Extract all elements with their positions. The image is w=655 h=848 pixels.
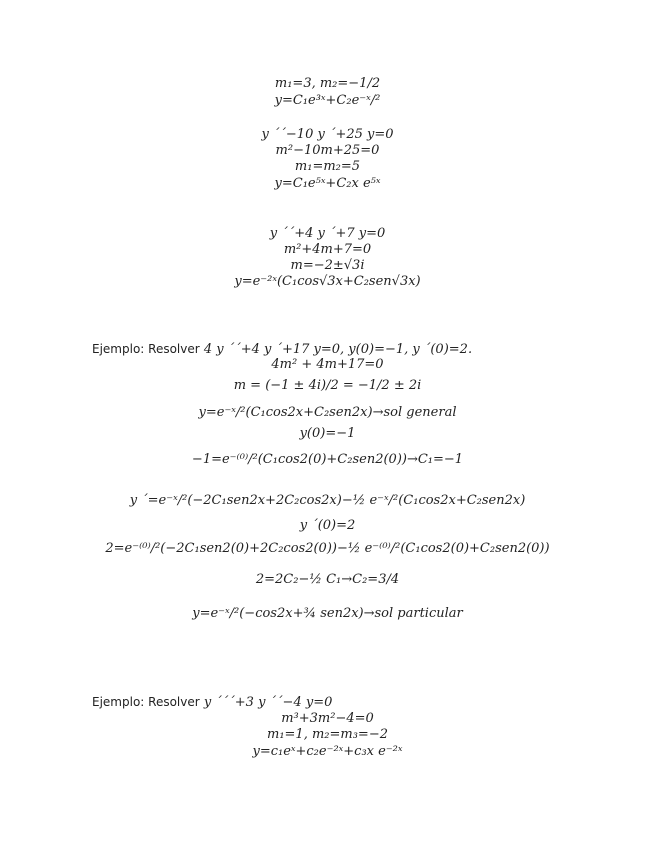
example-heading — [92, 341, 472, 358]
solution-line: y=e⁻²ˣ(C₁cos√3x+C₂sen√3x) — [234, 274, 421, 289]
substitution-line: −1=e⁻⁽⁰⁾/²(C₁cos2(0)+C₂sen2(0))→C₁=−1 — [191, 452, 464, 467]
solve-line: 2=2C₂−½ C₁→C₂=3/4 — [255, 572, 400, 587]
substitution-line: 2=e⁻⁽⁰⁾/²(−2C₁sen2(0)+2C₂cos2(0))−½ e⁻⁽⁰⁾/²(C₁cos2(0)+C₂sen2(0)) — [105, 541, 550, 556]
roots-line: m = (−1 ± 4i)/2 = −1/2 ± 2i — [233, 378, 422, 393]
particular-solution-line: y=e⁻ˣ/²(−cos2x+¾ sen2x)→sol particular — [192, 606, 463, 621]
equation-line: y ´´+4 y ´+7 y=0 — [269, 226, 386, 241]
example-statement: 4 y ´´+4 y ´+17 y=0, y(0)=−1, y ´(0)=2. — [203, 342, 473, 357]
characteristic-line: m³+3m²−4=0 — [281, 711, 374, 726]
condition-line: y(0)=−1 — [299, 426, 356, 441]
example-heading — [92, 694, 332, 711]
derivative-line: y ´=e⁻ˣ/²(−2C₁sen2x+2C₂cos2x)−½ e⁻ˣ/²(C₁cos2x+C₂sen2x) — [129, 493, 526, 508]
roots-line: m₁=1, m₂=m₃=−2 — [267, 727, 388, 742]
characteristic-line: m²−10m+25=0 — [275, 143, 380, 158]
solution-line: y=C₁e⁵ˣ+C₂x e⁵ˣ — [274, 176, 381, 191]
condition-line: y ´(0)=2 — [299, 518, 356, 533]
characteristic-line: m²+4m+7=0 — [283, 242, 372, 257]
example-statement: y ´´´+3 y ´´−4 y=0 — [203, 695, 333, 710]
roots-line: m₁=m₂=5 — [294, 159, 361, 174]
solution-line: y=c₁eˣ+c₂e⁻²ˣ+c₃x e⁻²ˣ — [252, 744, 403, 759]
solution-line: y=C₁e³ˣ+C₂e⁻ˣ/² — [274, 93, 381, 108]
general-solution-line: y=e⁻ˣ/²(C₁cos2x+C₂sen2x)→sol general — [198, 405, 457, 420]
characteristic-line: 4m² + 4m+17=0 — [271, 357, 384, 372]
equation-line: y ´´−10 y ´+25 y=0 — [261, 127, 394, 142]
example-prefix: Ejemplo: Resolver — [92, 695, 200, 709]
roots-line: m₁=3, m₂=−1/2 — [274, 76, 381, 91]
example-prefix: Ejemplo: Resolver — [92, 342, 200, 356]
roots-line: m=−2±√3i — [290, 258, 365, 273]
